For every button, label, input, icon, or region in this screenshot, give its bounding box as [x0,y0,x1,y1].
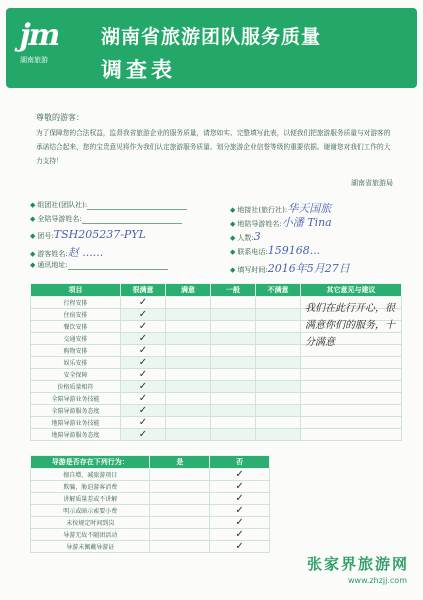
table-row [31,469,270,481]
rating-cell[interactable] [121,321,166,333]
local-guide-name-value[interactable]: 小潘 Tina [281,216,332,229]
intro-paragraph: 为了保障您的合法权益，监督我省旅游企业的服务质量，请您如实、完整填写此表，以便我们把旅游服务质量与对游客的承诺结合起来，您的宝贵意见将作为我们认定旅游服务质量、划分旅游企业信誉等级的重要依据。谢谢您对我们工作的大力支持！ [36,129,391,165]
table-row [31,417,402,429]
rating-cell[interactable] [166,429,211,441]
table-row [31,529,270,541]
phone-value[interactable]: 159168... [267,244,321,257]
rating-cell[interactable] [166,333,211,345]
rating-cell[interactable] [211,321,256,333]
footer-brand: 张家界旅游网 [306,555,409,573]
table-row [31,493,270,505]
rating-cell[interactable] [121,345,166,357]
table-row [31,481,270,493]
info-section [30,200,398,278]
rating-cell[interactable] [256,321,301,333]
comment-cell[interactable] [301,381,402,393]
answer-cell[interactable] [150,469,210,481]
rating-cell[interactable] [121,417,166,429]
row-label: 娱乐安排 [31,357,121,369]
rating-cell[interactable] [256,429,301,441]
col-unsatisfied: 不满意 [256,284,301,297]
col-no: 否 [210,456,270,469]
row-label: 地陪导游业务技能 [31,417,121,429]
table-row [31,381,402,393]
rating-cell[interactable] [211,333,256,345]
col-yes: 是 [150,456,210,469]
rating-cell[interactable] [211,393,256,405]
row-label: 导游未佩戴导游证 [31,541,150,553]
row-label: 行程安排 [31,297,121,309]
date-row: ◆ 填写时间:2016年5月27日 [230,262,350,275]
answer-cell[interactable] [210,469,270,481]
satisfaction-header-row [31,284,402,297]
check-mark-icon: ✓ [235,517,244,528]
rating-cell[interactable] [166,381,211,393]
rating-cell[interactable] [121,357,166,369]
visitor-name-value[interactable]: 赵 ...... [67,246,104,259]
header-banner [6,8,417,88]
comment-cell[interactable] [301,357,402,369]
answer-cell[interactable] [210,505,270,517]
rating-cell[interactable] [166,309,211,321]
count-row: ◆ 人数:3 [230,230,261,243]
row-label: 明示或暗示索要小费 [31,505,150,517]
rating-cell[interactable] [256,369,301,381]
col-very-satisfied: 很满意 [121,284,166,297]
row-label: 擅自增、减旅游项目 [31,469,150,481]
rating-cell[interactable] [256,405,301,417]
rating-cell[interactable] [211,381,256,393]
col-average: 一般 [211,284,256,297]
rating-cell[interactable] [211,405,256,417]
comment-cell[interactable] [301,429,402,441]
table-row [31,393,402,405]
rating-cell[interactable] [256,345,301,357]
col-item: 项目 [31,284,121,297]
rating-cell[interactable] [121,369,166,381]
count-value[interactable]: 3 [253,230,261,243]
rating-cell[interactable] [211,357,256,369]
check-mark-icon: ✓ [138,333,148,344]
logo-mark: jm [16,18,63,53]
phone-row: ◆ 联系电话:159168... [230,244,321,257]
rating-cell[interactable] [121,309,166,321]
col-behavior: 导游是否存在下列行为： [31,456,150,469]
handwritten-comment: 我们在此行开心，很满意你们的服务，十分满意 [305,303,395,348]
comment-cell[interactable] [301,417,402,429]
row-label: 讲解质量差或不讲解 [31,493,150,505]
answer-cell[interactable] [210,493,270,505]
check-mark-icon: ✓ [235,541,244,552]
logo [16,18,76,78]
check-mark-icon: ✓ [138,345,148,356]
rating-cell[interactable] [121,381,166,393]
answer-cell[interactable] [150,517,210,529]
answer-cell[interactable] [150,481,210,493]
answer-cell[interactable] [210,517,270,529]
visitor-name-row: ◆ 游客姓名:赵 ...... [30,246,104,259]
address-field[interactable] [68,260,168,270]
answer-cell[interactable] [210,481,270,493]
behavior-table [30,455,270,553]
answer-cell[interactable] [150,505,210,517]
rating-cell[interactable] [211,345,256,357]
row-label: 购物安排 [31,345,121,357]
row-label: 欺骗、胁迫游客消费 [31,481,150,493]
rating-cell[interactable] [121,393,166,405]
rating-cell[interactable] [166,345,211,357]
address-row: ◆ 通讯地址: [30,260,168,270]
behavior-header-row [31,456,270,469]
rating-cell[interactable] [256,333,301,345]
local-guide-field[interactable] [82,214,182,224]
table-row [31,541,270,553]
table-row [31,505,270,517]
row-label: 交通安排 [31,333,121,345]
comment-cell[interactable] [301,405,402,417]
check-mark-icon: ✓ [138,357,148,368]
answer-cell[interactable] [150,529,210,541]
row-label: 地陪导游服务态度 [31,429,121,441]
rating-cell[interactable] [166,357,211,369]
col-comments: 其它意见与建议 [301,284,402,297]
table-row [31,517,270,529]
rating-cell[interactable] [256,357,301,369]
row-label: 全陪导游服务态度 [31,405,121,417]
check-mark-icon: ✓ [235,481,244,492]
rating-cell[interactable] [121,297,166,309]
rating-cell[interactable] [211,309,256,321]
check-mark-icon: ✓ [235,529,244,540]
local-guide-name-row: ◆ 地陪导游姓名:小潘 Tina [230,216,332,229]
row-label: 餐饮安排 [31,321,121,333]
page-title: 湖南省旅游团队服务质量 [101,26,322,48]
check-mark-icon: ✓ [235,493,244,504]
agency-row: ◆ 地接社(旅行社):华天国旅 [230,202,332,215]
answer-cell[interactable] [210,541,270,553]
rating-cell[interactable] [166,405,211,417]
rating-cell[interactable] [256,417,301,429]
local-agency-field[interactable] [87,200,187,210]
rating-cell[interactable] [121,333,166,345]
row-label: 全陪导游业务技能 [31,393,121,405]
answer-cell[interactable] [210,529,270,541]
col-satisfied: 满意 [166,284,211,297]
row-label: 导游无故不随团活动 [31,529,150,541]
signature: 湖南省旅游局 [351,179,393,187]
group-no-row: ◆ 团号:TSH205237-PYL [30,228,146,241]
check-mark-icon: ✓ [138,417,148,428]
rating-cell[interactable] [256,393,301,405]
rating-cell[interactable] [211,297,256,309]
logo-text: 湖南旅游 [20,56,48,64]
rating-cell[interactable] [256,381,301,393]
rating-cell[interactable] [211,429,256,441]
rating-cell[interactable] [256,297,301,309]
table-row [31,405,402,417]
table-row [31,357,402,369]
check-mark-icon: ✓ [235,505,244,516]
rating-cell[interactable] [166,321,211,333]
check-mark-icon: ✓ [138,309,148,320]
check-mark-icon: ✓ [138,369,148,380]
footer-url: www.zhzjj.com [348,576,407,585]
row-label: 未按规定时间到岗 [31,517,150,529]
check-mark-icon: ✓ [235,469,244,480]
rating-cell[interactable] [256,309,301,321]
rating-cell[interactable] [121,429,166,441]
answer-cell[interactable] [150,541,210,553]
table-row [31,369,402,381]
rating-cell[interactable] [166,417,211,429]
check-mark-icon: ✓ [138,381,148,392]
page-subtitle: 调查表 [101,58,176,82]
rating-cell[interactable] [211,369,256,381]
row-label: 安全保障 [31,369,121,381]
local-guide-row: ◆ 全陪导游姓名: [30,214,182,224]
agency-value[interactable]: 华天国旅 [287,202,332,215]
check-mark-icon: ✓ [138,321,148,332]
rating-cell[interactable] [121,405,166,417]
group-no-value[interactable]: TSH205237-PYL [53,228,146,241]
answer-cell[interactable] [150,493,210,505]
greeting: 尊敬的游客： [36,113,84,122]
rating-cell[interactable] [166,297,211,309]
local-agency-row: ◆ 组团社(团队社): [30,200,187,210]
date-value[interactable]: 2016年5月27日 [267,262,350,275]
comment-cell[interactable] [301,369,402,381]
rating-cell[interactable] [166,369,211,381]
row-label: 价格质量相符 [31,381,121,393]
check-mark-icon: ✓ [138,393,148,404]
table-row [31,429,402,441]
check-mark-icon: ✓ [138,429,148,440]
check-mark-icon: ✓ [138,297,148,308]
comment-cell[interactable] [301,393,402,405]
rating-cell[interactable] [211,417,256,429]
row-label: 住宿安排 [31,309,121,321]
check-mark-icon: ✓ [138,405,148,416]
rating-cell[interactable] [166,393,211,405]
